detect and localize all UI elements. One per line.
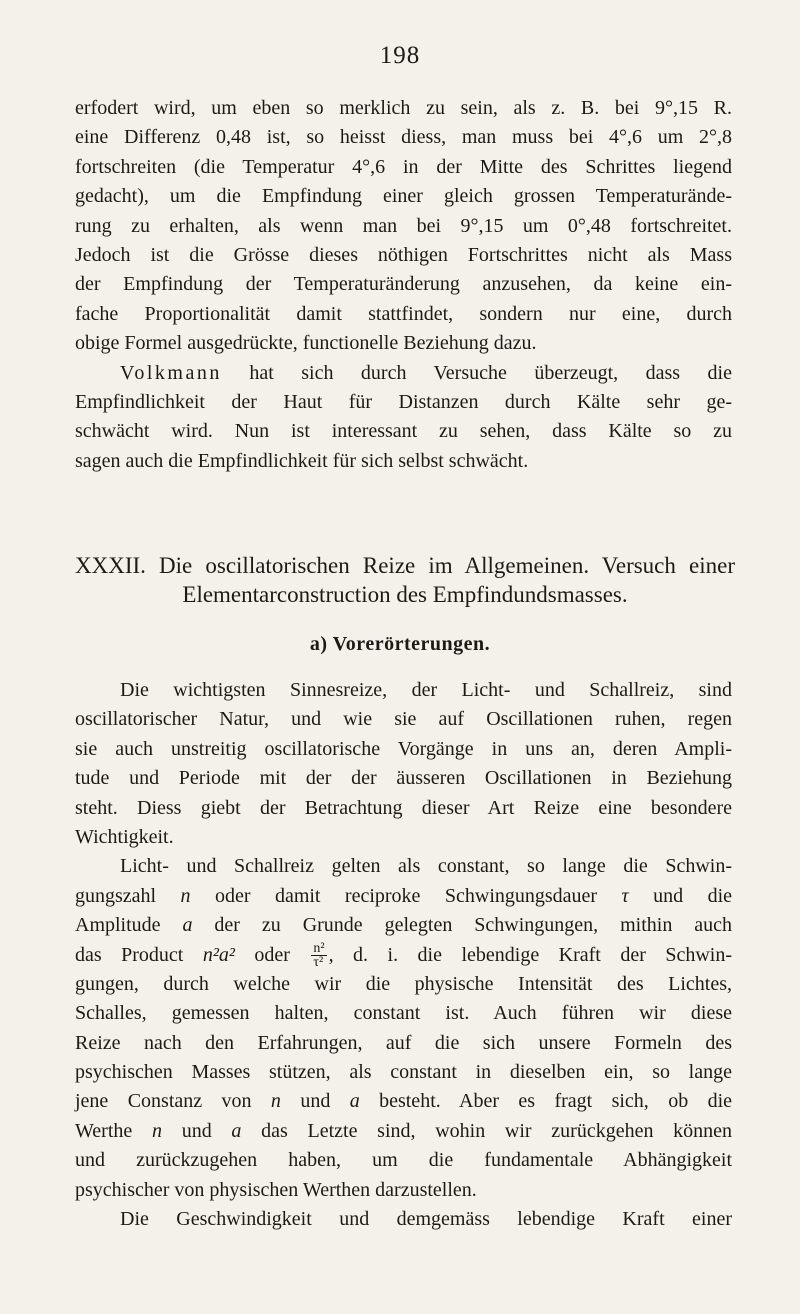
text-line: psychischer von physischen Werthen darzustellen. [75,1178,477,1201]
text-fragment: hat sich durch Versuche überzeugt, dass die [249,361,732,384]
text-line: obige Formel ausgedrückte, functionelle Beziehung dazu. [75,332,537,355]
text-line: psychischen Masses stützen, als constant in dieselben ein, so lange [75,1061,732,1084]
paragraph-temperature [75,94,732,476]
text-line: und zurückzugehen haben, um die fundamentale Abhängigkeit [75,1149,732,1172]
text-line: Die wichtigsten Sinnesreize, der Licht- und Schallreiz, sind [120,679,732,701]
math-n: n [180,884,191,907]
text-line [75,359,732,388]
text-line: Schalles, gemessen halten, constant ist. Auch führen wir diese [75,1002,732,1025]
text-line: tude und Periode mit der der äusseren Oscillationen in Beziehung [75,767,732,790]
text-line: Jedoch ist die Grösse dieses nöthigen Fortschrittes nicht als Mass [75,243,732,266]
text-fragment: jene Constanz von [75,1090,252,1113]
text-line: steht. Diess giebt der Betrachtung dieser Art Reize eine besondere [75,796,732,819]
math-product: n²a² [202,943,235,966]
text-fragment: gungszahl [75,884,157,907]
text-fragment: das Product [75,943,184,966]
text-line [75,1087,732,1116]
paragraph-oscillation [75,676,732,1234]
text-line: eine Differenz 0,48 ist, so heisst diess, man muss bei 4°,6 um 2°,8 [75,126,732,149]
text-fragment: Amplitude [75,914,161,937]
math-n: n [151,1119,162,1142]
text-line [75,1117,732,1146]
fraction-numerator: n² [313,941,325,957]
math-a: a [182,914,193,937]
text-line [75,941,732,970]
text-fragment: Werthe [75,1119,133,1142]
text-fragment: , d. i. die lebendige Kraft der Schwin- [328,943,733,966]
math-tau: τ [621,884,629,907]
text-line: sagen auch die Empfindlichkeit für sich selbst schwächt. [75,449,529,472]
math-fraction [311,942,326,969]
heading-line: XXXII. Die oscillatorischen Reize im Allgemeinen. Versuch einer [75,553,735,578]
text-fragment: der zu Grunde gelegten Schwingungen, mithin auch [214,914,733,937]
author-name: Volkmann [120,361,222,384]
text-line: Reize nach den Erfahrungen, auf die sich unsere Formeln des [75,1031,732,1054]
text-line: fortschreiten (die Temperatur 4°,6 in der Mitte des Schrittes liegend [75,155,732,178]
text-line: der Empfindung der Temperaturänderung anzusehen, da keine ein- [75,273,732,296]
text-fragment: das Letzte sind, wohin wir zurückgehen können [261,1119,733,1142]
heading-line: Elementarconstruction des Empfindundsmasses. [182,582,628,607]
text-fragment: oder damit reciproke Schwingungsdauer [214,884,598,907]
math-a: a [349,1090,360,1113]
text-line: sie auch unstreitig oscillatorische Vorgänge in uns an, deren Ampli- [75,737,732,760]
text-line: gungen, durch welche wir die physische Intensität des Lichtes, [75,972,732,995]
text-fragment: besteht. Aber es fragt sich, ob die [379,1090,733,1113]
text-fragment: und die [653,884,732,907]
text-line: schwächt wird. Nun ist interessant zu sehen, dass Kälte so zu [75,420,732,443]
text-line: erfodert wird, um eben so merklich zu sein, als z. B. bei 9°,15 R. [75,97,732,119]
text-fragment: und [181,1119,212,1142]
text-line [75,911,732,940]
page-number: 198 [379,42,421,69]
text-line: Empfindlichkeit der Haut für Distanzen durch Kälte sehr ge- [75,390,732,413]
text-line: gedacht), um die Empfindung einer gleich grossen Temperaturände- [75,185,732,208]
text-line [75,882,732,911]
text-line: fache Proportionalität damit stattfindet, sondern nur eine, durch [75,302,732,325]
math-n: n [270,1090,281,1113]
text-line: Wichtigkeit. [75,825,174,848]
math-a: a [231,1119,242,1142]
text-line: rung zu erhalten, als wenn man bei 9°,15 um 0°,48 fortschreitet. [75,214,732,237]
text-line: Die Geschwindigkeit und demgemäss lebendige Kraft einer [120,1208,732,1231]
text-line: Licht- und Schallreiz gelten als constant, so lange die Schwin- [120,855,732,878]
text-fragment: oder [254,943,290,966]
fraction-denominator: τ² [313,955,324,971]
subsection-heading: a) Vorerörterungen. [309,633,491,655]
text-fragment: und [300,1090,331,1113]
text-line: oscillatorischer Natur, und wie sie auf Oscillationen ruhen, regen [75,708,732,731]
section-heading [75,551,735,609]
